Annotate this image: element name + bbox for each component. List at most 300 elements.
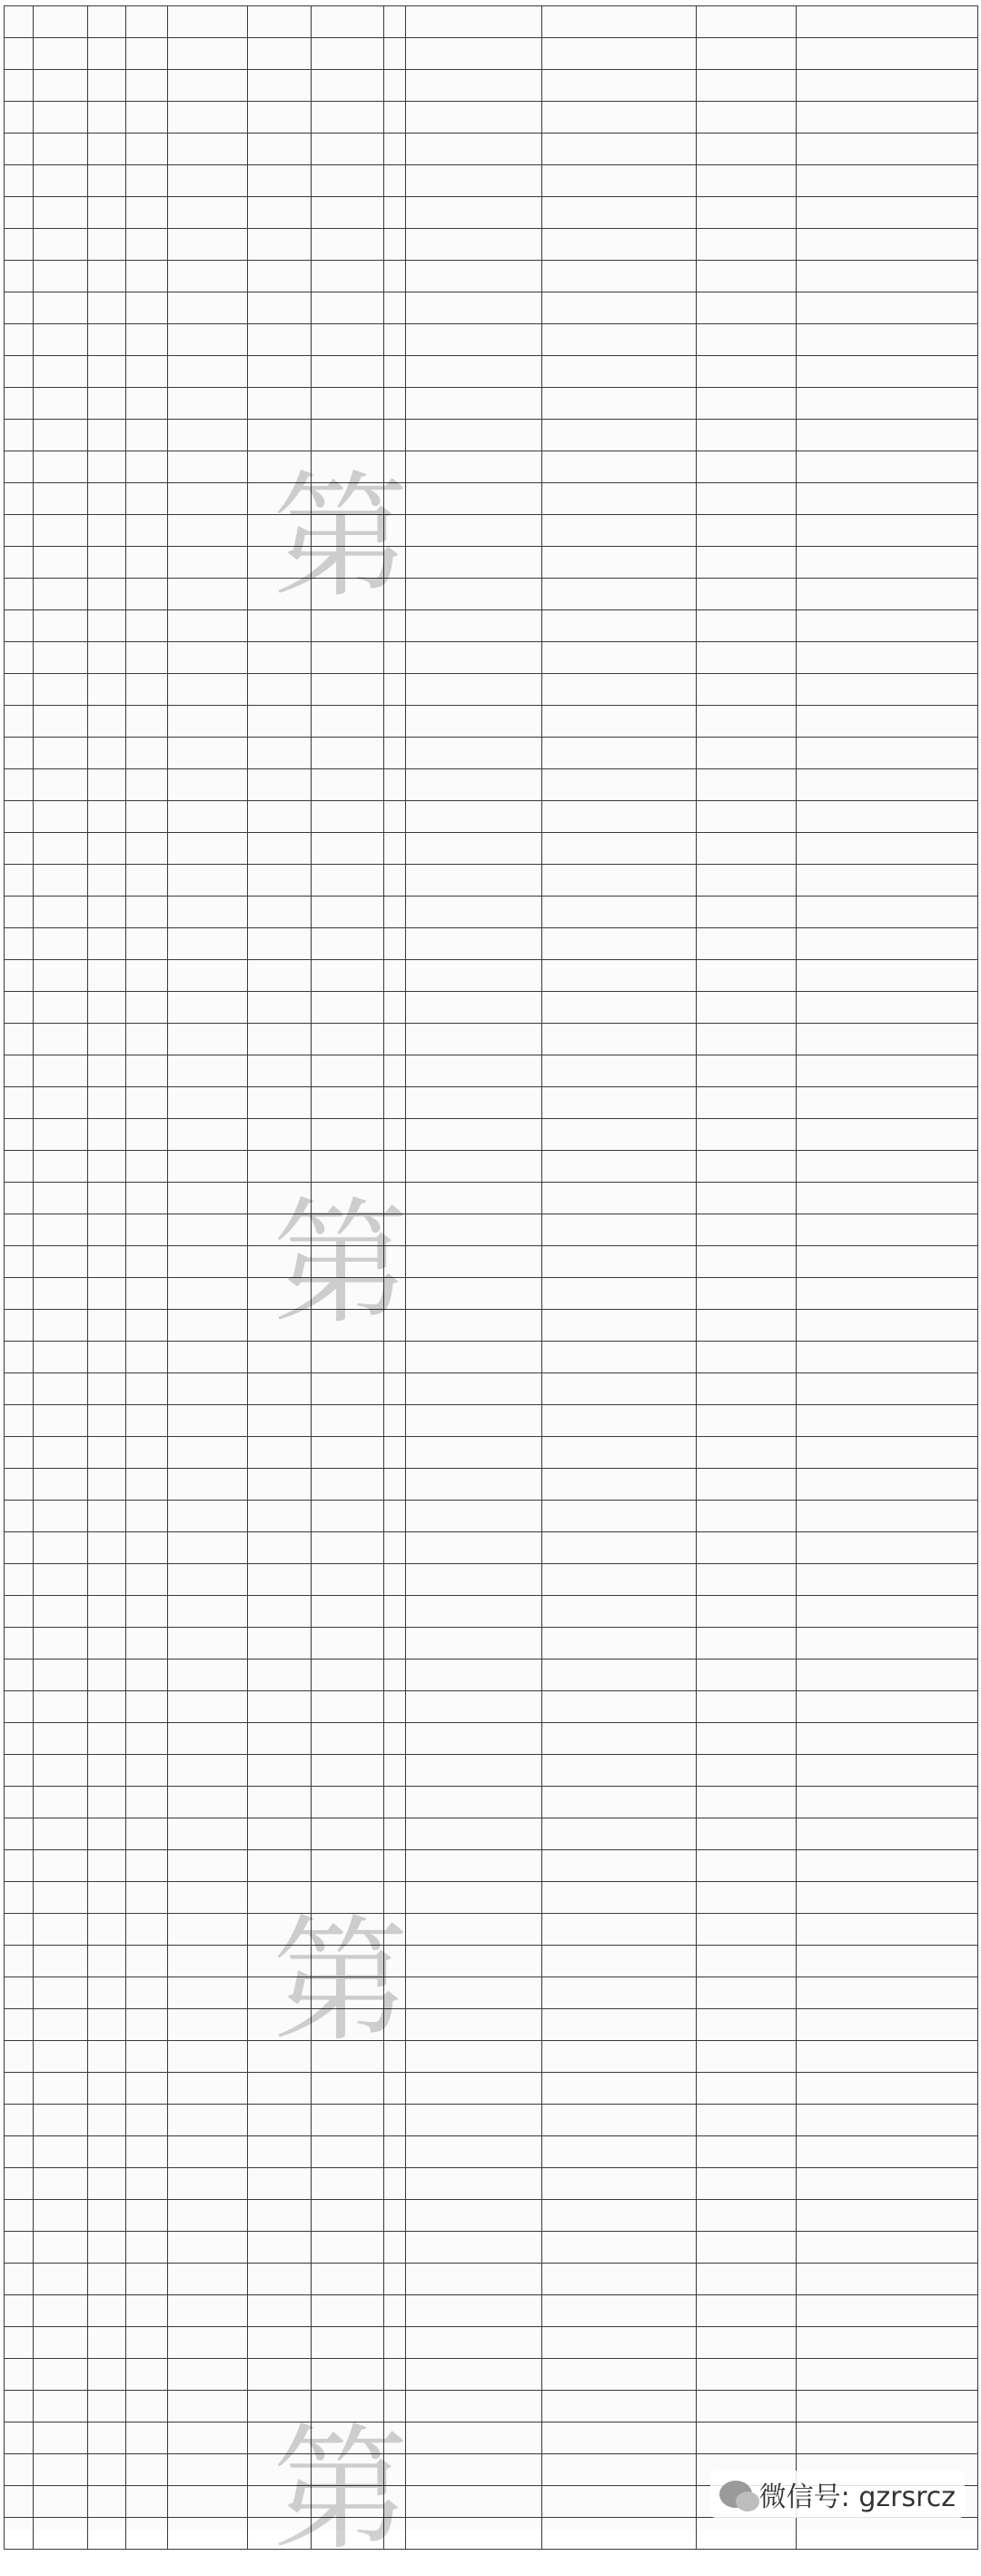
table-cell [168, 2232, 248, 2264]
table-cell [168, 1818, 248, 1850]
table-cell [384, 738, 406, 769]
table-cell [88, 1691, 126, 1723]
table-cell [248, 610, 312, 642]
table-cell [34, 1437, 88, 1469]
table-cell [697, 865, 797, 897]
table-cell [384, 2422, 406, 2454]
table-cell [542, 1055, 697, 1087]
table-cell [406, 1246, 542, 1278]
table-cell [406, 1310, 542, 1342]
table-cell [5, 2422, 34, 2454]
table-cell [34, 2264, 88, 2295]
table-cell [312, 1246, 384, 1278]
table-cell [384, 292, 406, 324]
table-cell [384, 70, 406, 102]
table-cell [542, 706, 697, 738]
table-cell [697, 229, 797, 261]
table-cell [542, 1723, 697, 1755]
table-cell [126, 2295, 168, 2327]
table-cell [312, 1119, 384, 1151]
table-cell [126, 1882, 168, 1914]
table-cell [168, 6, 248, 38]
table-cell [5, 292, 34, 324]
table-cell [542, 1278, 697, 1310]
table-cell [88, 833, 126, 865]
table-cell [542, 642, 697, 674]
table-cell [168, 2105, 248, 2136]
table-cell [797, 1469, 978, 1501]
table-cell [5, 1373, 34, 1405]
table-cell [34, 1087, 88, 1119]
table-cell [797, 1787, 978, 1818]
table-row [5, 1850, 978, 1882]
table-cell [34, 1787, 88, 1818]
table-cell [248, 642, 312, 674]
table-cell [312, 2200, 384, 2232]
table-cell [406, 2391, 542, 2422]
table-cell [797, 70, 978, 102]
table-cell [797, 2073, 978, 2105]
table-cell [88, 38, 126, 70]
table-cell [126, 1246, 168, 1278]
table-cell [797, 897, 978, 928]
table-cell [34, 1024, 88, 1055]
table-cell [248, 865, 312, 897]
table-cell [126, 2422, 168, 2454]
table-cell [168, 197, 248, 229]
table-cell [797, 738, 978, 769]
table-cell [248, 1087, 312, 1119]
table-cell [312, 2391, 384, 2422]
table-cell [697, 70, 797, 102]
table-cell [697, 769, 797, 801]
table-cell [797, 420, 978, 451]
table-cell [312, 388, 384, 420]
table-cell [88, 102, 126, 134]
table-cell [168, 928, 248, 960]
table-cell [406, 897, 542, 928]
table-row [5, 1405, 978, 1437]
table-cell [248, 2009, 312, 2041]
table-cell [797, 960, 978, 992]
table-cell [312, 356, 384, 388]
table-cell [5, 738, 34, 769]
table-cell [697, 134, 797, 165]
table-cell [797, 865, 978, 897]
table-cell [126, 2168, 168, 2200]
table-cell [34, 2009, 88, 2041]
table-cell [384, 165, 406, 197]
table-cell [34, 1246, 88, 1278]
table-cell [406, 2359, 542, 2391]
table-cell [406, 1119, 542, 1151]
table-cell [168, 2264, 248, 2295]
table-cell [248, 769, 312, 801]
table-cell [542, 2486, 697, 2518]
table-cell [248, 579, 312, 610]
table-cell [5, 261, 34, 292]
table-cell [126, 292, 168, 324]
table-cell [5, 928, 34, 960]
table-cell [312, 1628, 384, 1660]
table-cell [126, 356, 168, 388]
table-cell [697, 451, 797, 483]
table-cell [384, 833, 406, 865]
table-row [5, 324, 978, 356]
table-cell [88, 801, 126, 833]
table-cell [5, 1564, 34, 1596]
table-cell [88, 292, 126, 324]
table-cell [797, 1214, 978, 1246]
table-cell [88, 1119, 126, 1151]
table-cell [697, 1977, 797, 2009]
table-cell [697, 610, 797, 642]
table-cell [797, 2041, 978, 2073]
table-cell [384, 2200, 406, 2232]
table-cell [384, 483, 406, 515]
table-cell [312, 324, 384, 356]
table-row [5, 865, 978, 897]
table-cell [312, 1151, 384, 1183]
table-cell [126, 1628, 168, 1660]
table-cell [248, 801, 312, 833]
table-cell [697, 960, 797, 992]
table-cell [312, 547, 384, 579]
table-cell [168, 2327, 248, 2359]
table-cell [248, 1723, 312, 1755]
table-cell [248, 1246, 312, 1278]
table-cell [542, 1310, 697, 1342]
table-cell [168, 292, 248, 324]
table-cell [384, 1532, 406, 1564]
table-cell [406, 2105, 542, 2136]
table-cell [5, 70, 34, 102]
table-cell [88, 1342, 126, 1373]
table-row [5, 261, 978, 292]
table-cell [542, 738, 697, 769]
table-cell [542, 1564, 697, 1596]
table-row [5, 1310, 978, 1342]
table-cell [542, 1882, 697, 1914]
table-cell [406, 1914, 542, 1946]
table-cell [697, 1405, 797, 1437]
table-cell [384, 2264, 406, 2295]
table-cell [34, 769, 88, 801]
table-cell [384, 1946, 406, 1977]
table-cell [542, 1628, 697, 1660]
table-cell [168, 960, 248, 992]
table-cell [168, 1596, 248, 1628]
table-row [5, 833, 978, 865]
table-cell [168, 388, 248, 420]
table-cell [5, 2518, 34, 2550]
table-cell [88, 1469, 126, 1501]
table-cell [542, 2327, 697, 2359]
table-cell [248, 38, 312, 70]
table-cell [88, 1278, 126, 1310]
table-cell [248, 229, 312, 261]
table-cell [697, 2327, 797, 2359]
table-cell [312, 1596, 384, 1628]
table-cell [312, 197, 384, 229]
table-cell [697, 1818, 797, 1850]
table-cell [312, 1946, 384, 1977]
table-cell [88, 2073, 126, 2105]
table-cell [248, 515, 312, 547]
table-cell [406, 2073, 542, 2105]
table-cell [88, 2454, 126, 2486]
table-cell [5, 483, 34, 515]
table-cell [34, 1564, 88, 1596]
table-cell [697, 1787, 797, 1818]
table-cell [542, 2200, 697, 2232]
table-cell [384, 1373, 406, 1405]
table-cell [5, 2009, 34, 2041]
table-cell [88, 1882, 126, 1914]
table-cell [248, 1564, 312, 1596]
table-cell [542, 2391, 697, 2422]
table-cell [312, 292, 384, 324]
table-cell [406, 1087, 542, 1119]
table-cell [88, 960, 126, 992]
table-cell [126, 2136, 168, 2168]
table-cell [797, 2105, 978, 2136]
table-cell [34, 1628, 88, 1660]
table-cell [88, 547, 126, 579]
job-postings-table [4, 5, 978, 2550]
table-cell [542, 2359, 697, 2391]
table-cell [542, 2422, 697, 2454]
table-cell [697, 1183, 797, 1214]
table-cell [126, 1310, 168, 1342]
table-cell [384, 1723, 406, 1755]
table-cell [5, 356, 34, 388]
table-cell [248, 2454, 312, 2486]
table-cell [5, 1214, 34, 1246]
table-cell [406, 2518, 542, 2550]
table-row [5, 2073, 978, 2105]
table-cell [168, 1628, 248, 1660]
table-cell [312, 229, 384, 261]
table-cell [168, 134, 248, 165]
table-cell [312, 738, 384, 769]
table-cell [312, 1723, 384, 1755]
table-cell [542, 1183, 697, 1214]
table-row [5, 579, 978, 610]
table-cell [797, 769, 978, 801]
table-cell [406, 2295, 542, 2327]
table-cell [406, 960, 542, 992]
table-cell [542, 1405, 697, 1437]
table-cell [542, 261, 697, 292]
table-cell [384, 515, 406, 547]
table-cell [248, 2136, 312, 2168]
table-cell [88, 261, 126, 292]
table-cell [248, 928, 312, 960]
table-row [5, 451, 978, 483]
table-cell [542, 134, 697, 165]
table-cell [697, 992, 797, 1024]
table-cell [248, 2422, 312, 2454]
table-cell [797, 1373, 978, 1405]
table-cell [312, 1564, 384, 1596]
table-cell [312, 865, 384, 897]
table-cell [5, 165, 34, 197]
table-cell [248, 483, 312, 515]
table-row [5, 2264, 978, 2295]
table-cell [248, 897, 312, 928]
table-cell [5, 1660, 34, 1691]
table-cell [406, 2486, 542, 2518]
table-cell [542, 1532, 697, 1564]
table-cell [34, 1119, 88, 1151]
table-row [5, 2295, 978, 2327]
table-cell [406, 2232, 542, 2264]
table-cell [384, 2359, 406, 2391]
table-cell [797, 356, 978, 388]
table-cell [126, 960, 168, 992]
table-cell [248, 1532, 312, 1564]
table-row [5, 2168, 978, 2200]
table-cell [126, 1214, 168, 1246]
table-cell [5, 1055, 34, 1087]
table-cell [168, 229, 248, 261]
table-cell [312, 1882, 384, 1914]
table-cell [34, 642, 88, 674]
table-row [5, 2391, 978, 2422]
table-cell [797, 833, 978, 865]
table-row [5, 356, 978, 388]
table-cell [797, 1310, 978, 1342]
table-cell [797, 1437, 978, 1469]
table-cell [248, 2391, 312, 2422]
table-cell [168, 165, 248, 197]
table-cell [5, 642, 34, 674]
table-cell [406, 102, 542, 134]
table-cell [34, 2518, 88, 2550]
table-cell [797, 292, 978, 324]
table-cell [312, 2518, 384, 2550]
table-cell [406, 229, 542, 261]
table-cell [697, 1437, 797, 1469]
table-cell [248, 292, 312, 324]
table-row [5, 1501, 978, 1532]
table-cell [34, 1055, 88, 1087]
table-cell [384, 1055, 406, 1087]
table-cell [126, 2264, 168, 2295]
table-cell [88, 1532, 126, 1564]
table-cell [88, 1787, 126, 1818]
table-cell [697, 2105, 797, 2136]
table-cell [797, 515, 978, 547]
table-cell [168, 2009, 248, 2041]
table-row [5, 1660, 978, 1691]
table-cell [542, 2264, 697, 2295]
table-cell [797, 1119, 978, 1151]
table-cell [88, 1246, 126, 1278]
table-cell [406, 1342, 542, 1373]
table-cell [88, 324, 126, 356]
table-cell [406, 1405, 542, 1437]
table-cell [168, 1755, 248, 1787]
table-cell [542, 388, 697, 420]
table-cell [88, 1564, 126, 1596]
table-cell [168, 515, 248, 547]
table-cell [312, 1691, 384, 1723]
table-cell [406, 6, 542, 38]
table-cell [88, 1977, 126, 2009]
table-cell [697, 1278, 797, 1310]
table-cell [697, 1755, 797, 1787]
table-cell [126, 706, 168, 738]
table-cell [542, 2009, 697, 2041]
table-cell [697, 547, 797, 579]
table-cell [5, 1501, 34, 1532]
table-cell [542, 6, 697, 38]
table-cell [797, 1564, 978, 1596]
table-cell [312, 2168, 384, 2200]
table-cell [697, 1628, 797, 1660]
table-cell [126, 102, 168, 134]
table-cell [542, 1119, 697, 1151]
table-cell [697, 388, 797, 420]
table-cell [797, 1723, 978, 1755]
table-cell [312, 2264, 384, 2295]
table-cell [248, 451, 312, 483]
table-cell [406, 2264, 542, 2295]
table-cell [126, 2454, 168, 2486]
table-cell [797, 928, 978, 960]
table-cell [542, 2518, 697, 2550]
table-cell [168, 1564, 248, 1596]
table-cell [248, 833, 312, 865]
table-cell [168, 642, 248, 674]
job-table-sheet [4, 5, 977, 2531]
table-cell [697, 2359, 797, 2391]
table-cell [34, 515, 88, 547]
table-cell [384, 2168, 406, 2200]
table-cell [797, 1024, 978, 1055]
table-cell [248, 6, 312, 38]
table-cell [168, 261, 248, 292]
table-cell [34, 1183, 88, 1214]
table-cell [384, 324, 406, 356]
table-cell [168, 38, 248, 70]
table-cell [797, 38, 978, 70]
table-cell [168, 2041, 248, 2073]
table-cell [34, 2073, 88, 2105]
table-cell [406, 1660, 542, 1691]
table-cell [797, 1755, 978, 1787]
table-row [5, 1342, 978, 1373]
table-cell [34, 706, 88, 738]
table-cell [88, 928, 126, 960]
table-cell [312, 2359, 384, 2391]
table-cell [88, 1818, 126, 1850]
table-cell [168, 1278, 248, 1310]
table-cell [384, 2105, 406, 2136]
table-cell [797, 2264, 978, 2295]
table-cell [406, 1564, 542, 1596]
table-cell [542, 1151, 697, 1183]
table-cell [312, 833, 384, 865]
table-cell [542, 579, 697, 610]
table-cell [126, 1755, 168, 1787]
table-cell [697, 2422, 797, 2454]
table-cell [34, 102, 88, 134]
table-cell [168, 2168, 248, 2200]
table-cell [384, 2041, 406, 2073]
